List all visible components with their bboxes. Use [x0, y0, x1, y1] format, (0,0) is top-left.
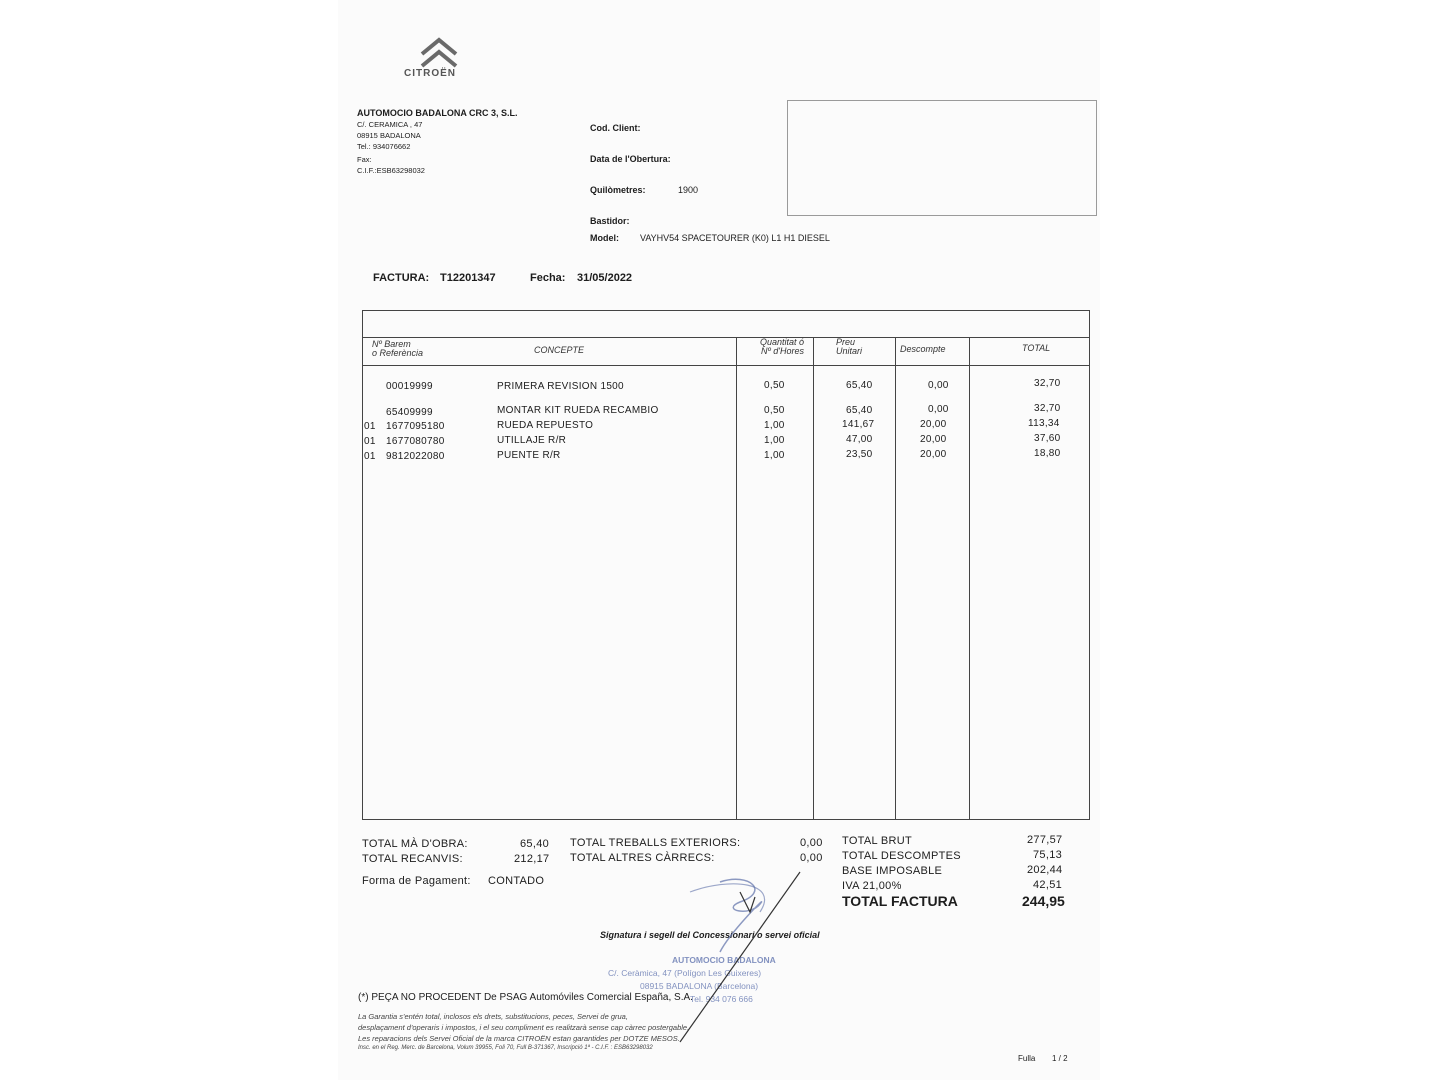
psag-note: (*) PEÇA NO PROCEDENT De PSAG Automóviles Comercial España, S.A. [358, 992, 693, 1003]
page-label: Fulla [1018, 1054, 1036, 1063]
row-discount: 0,00 [928, 404, 949, 415]
stamp-line-2: C/. Ceràmica, 47 (Polígon Les Guixeres) [608, 968, 762, 978]
total-other-charges: 0,00 [800, 852, 823, 864]
row-qty: 1,00 [764, 420, 785, 431]
payment-method: CONTADO [488, 875, 545, 887]
dealer-cif: C.I.F.:ESB63298032 [357, 166, 425, 175]
stamp-line-3: 08915 BADALONA (Barcelona) [640, 981, 759, 991]
row-prefix: 01 [364, 436, 376, 447]
legal-line-2: desplaçament d'operaris i impostos, i el seu compliment es realitzarà sense cap càrrec postergable. [358, 1023, 690, 1032]
row-concept: UTILLAJE R/R [497, 435, 567, 446]
row-qty: 0,50 [764, 380, 785, 391]
row-discount: 20,00 [920, 434, 947, 445]
brand-name: CITROËN [404, 68, 456, 79]
row-price: 65,40 [846, 405, 873, 416]
total-gross-label: TOTAL BRUT [842, 835, 913, 847]
row-concept: PUENTE R/R [497, 450, 561, 461]
header-discount: Descompte [900, 344, 946, 354]
header-concept: CONCEPTE [534, 345, 585, 355]
row-total: 113,34 [1028, 418, 1060, 429]
row-concept: MONTAR KIT RUEDA RECAMBIO [497, 405, 659, 416]
invoice-date-label: Fecha: [530, 272, 566, 284]
stamp-line-4: Tel. 934 076 666 [690, 994, 753, 1004]
row-ref: 1677080780 [386, 436, 445, 447]
invoice-date: 31/05/2022 [577, 272, 633, 284]
row-qty: 0,50 [764, 405, 785, 416]
header-qty: Quantitat ó Nº d'Hores [759, 337, 804, 357]
vat-label: IVA 21,00% [842, 880, 902, 892]
signature-caption: Signatura i segell del Concessionari o servei oficial [600, 930, 820, 940]
row-concept: PRIMERA REVISION 1500 [497, 381, 624, 392]
row-qty: 1,00 [764, 435, 785, 446]
row-prefix: 01 [364, 421, 376, 432]
row-price: 47,00 [846, 434, 873, 445]
tax-base: 202,44 [1027, 864, 1063, 876]
row-total: 32,70 [1034, 378, 1061, 389]
page-number: 1 / 2 [1052, 1054, 1068, 1063]
client-code-label: Cod. Client: [590, 123, 641, 133]
km-value: 1900 [678, 185, 699, 195]
header-ref: Nº Barem o Referència [372, 339, 424, 359]
invoice-number: T12201347 [440, 272, 496, 284]
total-labour: 65,40 [520, 838, 550, 850]
line-items-table [362, 310, 1090, 820]
model-value: VAYHV54 SPACETOURER (K0) L1 H1 DIESEL [640, 233, 830, 243]
total-parts: 212,17 [514, 853, 550, 865]
row-ref: 65409999 [386, 407, 433, 418]
row-ref: 9812022080 [386, 451, 445, 462]
row-total: 18,80 [1034, 448, 1061, 459]
row-price: 23,50 [846, 449, 873, 460]
total-parts-label: TOTAL RECANVIS: [362, 853, 463, 865]
total-ext-work-label: TOTAL TREBALLS EXTERIORS: [570, 837, 741, 849]
stamp-line-1: AUTOMOCIO BADALONA [672, 955, 776, 965]
header-total: TOTAL [1022, 343, 1051, 353]
row-ref: 1677095180 [386, 421, 445, 432]
row-discount: 20,00 [920, 449, 947, 460]
legal-line-3: Les reparacions dels Servei Oficial de la marca CITROËN estan garantides per DOTZE MESOS. [358, 1034, 680, 1043]
bastidor-label: Bastidor: [590, 216, 630, 226]
legal-line-1: La Garantia s'entén total, inclosos els drets, substitucions, peces, Servei de grua, [358, 1012, 628, 1021]
dealer-tel: Tel.: 934076662 [357, 142, 411, 151]
tax-base-label: BASE IMPOSABLE [842, 865, 943, 877]
total-discounts-label: TOTAL DESCOMPTES [842, 850, 961, 862]
total-ext-work: 0,00 [800, 837, 823, 849]
row-price: 65,40 [846, 380, 873, 391]
row-discount: 20,00 [920, 419, 947, 430]
dealer-city: 08915 BADALONA [357, 131, 421, 140]
header-price: Preu Unitari [836, 337, 863, 357]
dealer-address: C/. CERAMICA , 47 [357, 120, 423, 129]
payment-method-label: Forma de Pagament: [362, 875, 471, 887]
dealer-fax: Fax: [357, 155, 372, 164]
row-price: 141,67 [842, 419, 875, 430]
row-discount: 0,00 [928, 380, 949, 391]
row-total: 37,60 [1034, 433, 1061, 444]
dealer-name: AUTOMOCIO BADALONA CRC 3, S.L. [357, 108, 518, 118]
legal-line-4: Insc. en el Reg. Merc. de Barcelona, Volum 39955, Foli 70, Full B-371367, Inscripció 1ª - C.I.F. : ESB63298032 [358, 1045, 653, 1051]
model-label: Model: [590, 233, 619, 243]
total-labour-label: TOTAL MÀ D'OBRA: [362, 838, 468, 850]
total-discounts: 75,13 [1033, 849, 1063, 861]
total-other-charges-label: TOTAL ALTRES CÀRRECS: [570, 852, 715, 864]
invoice-total-label: TOTAL FACTURA [842, 893, 958, 909]
invoice-number-label: FACTURA: [373, 272, 430, 284]
vat-amount: 42,51 [1033, 879, 1063, 891]
row-ref: 00019999 [386, 381, 433, 392]
client-address-box [787, 100, 1097, 216]
row-concept: RUEDA REPUESTO [497, 420, 594, 431]
opening-date-label: Data de l'Obertura: [590, 154, 671, 164]
total-gross: 277,57 [1027, 834, 1063, 846]
row-total: 32,70 [1034, 403, 1061, 414]
km-label: Quilòmetres: [590, 185, 646, 195]
invoice-total: 244,95 [1022, 893, 1065, 909]
row-qty: 1,00 [764, 450, 785, 461]
row-prefix: 01 [364, 451, 376, 462]
